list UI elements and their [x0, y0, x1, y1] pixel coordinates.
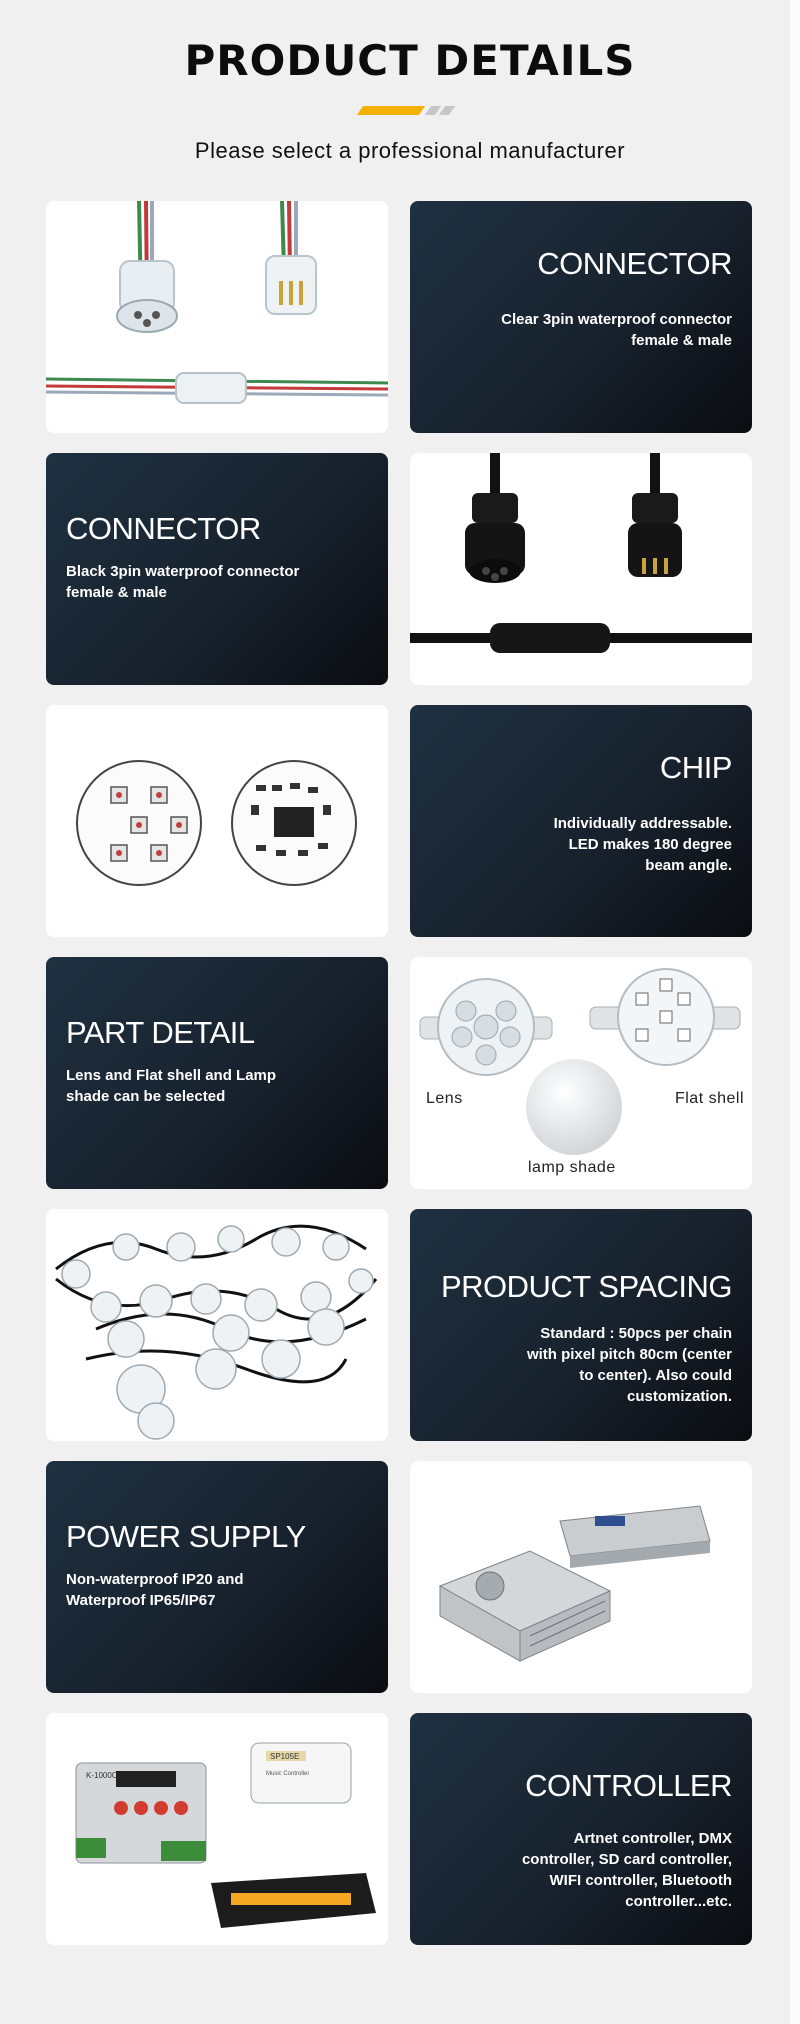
page-subtitle: Please select a professional manufacturer — [194, 138, 626, 163]
connector-black-image — [410, 453, 752, 685]
card-heading: POWER SUPPLY — [66, 1519, 306, 1554]
card-description: Artnet controller, DMX controller, SD card controller, WIFI controller, Bluetooth controller...etc. — [521, 1830, 732, 1910]
card-description: Black 3pin waterproof connector female & male — [66, 563, 300, 601]
card-description: Clear 3pin waterproof connector female & male — [501, 311, 732, 349]
controller-card — [410, 1713, 752, 1945]
chip-card — [410, 705, 752, 937]
card-heading: CONNECTOR — [537, 246, 732, 281]
spacing-image — [46, 1209, 388, 1441]
lamp-shade-label: lamp shade — [528, 1159, 616, 1176]
card-description: Individually addressable. LED makes 180 degree beam angle. — [553, 815, 732, 874]
flat-shell-label: Flat shell — [674, 1090, 744, 1107]
power-supply-image — [410, 1461, 752, 1693]
k1000c-text: K-1000C — [86, 1771, 118, 1780]
title-underline — [360, 106, 460, 115]
connector-clear-card — [410, 201, 752, 433]
card-heading: PART DETAIL — [66, 1015, 255, 1050]
sp105e-text: SP105E — [270, 1752, 300, 1761]
spacing-card — [410, 1209, 752, 1441]
controller-image — [46, 1713, 388, 1945]
power-supply-card — [46, 1461, 388, 1693]
page-edge — [790, 0, 800, 2024]
lens-label: Lens — [426, 1090, 463, 1107]
card-heading: CONNECTOR — [66, 511, 261, 546]
part-detail-card — [46, 957, 388, 1189]
card-heading: CONTROLLER — [525, 1768, 732, 1803]
card-heading: CHIP — [659, 750, 732, 785]
sp105e-subtext: Music Controller — [266, 1771, 310, 1777]
part-detail-image — [410, 957, 752, 1189]
card-description: Non-waterproof IP20 and Waterproof IP65/IP67 — [66, 1571, 244, 1609]
card-description: Standard : 50pcs per chain with pixel pitch 80cm (center to center). Also could customization. — [526, 1325, 732, 1405]
chip-image — [46, 705, 388, 937]
connector-clear-image — [46, 201, 388, 433]
connector-black-card — [46, 453, 388, 685]
card-description: Lens and Flat shell and Lamp shade can be selected — [66, 1067, 277, 1105]
card-heading: PRODUCT SPACING — [440, 1269, 732, 1304]
page-title: PRODUCT DETAILS — [184, 36, 636, 85]
